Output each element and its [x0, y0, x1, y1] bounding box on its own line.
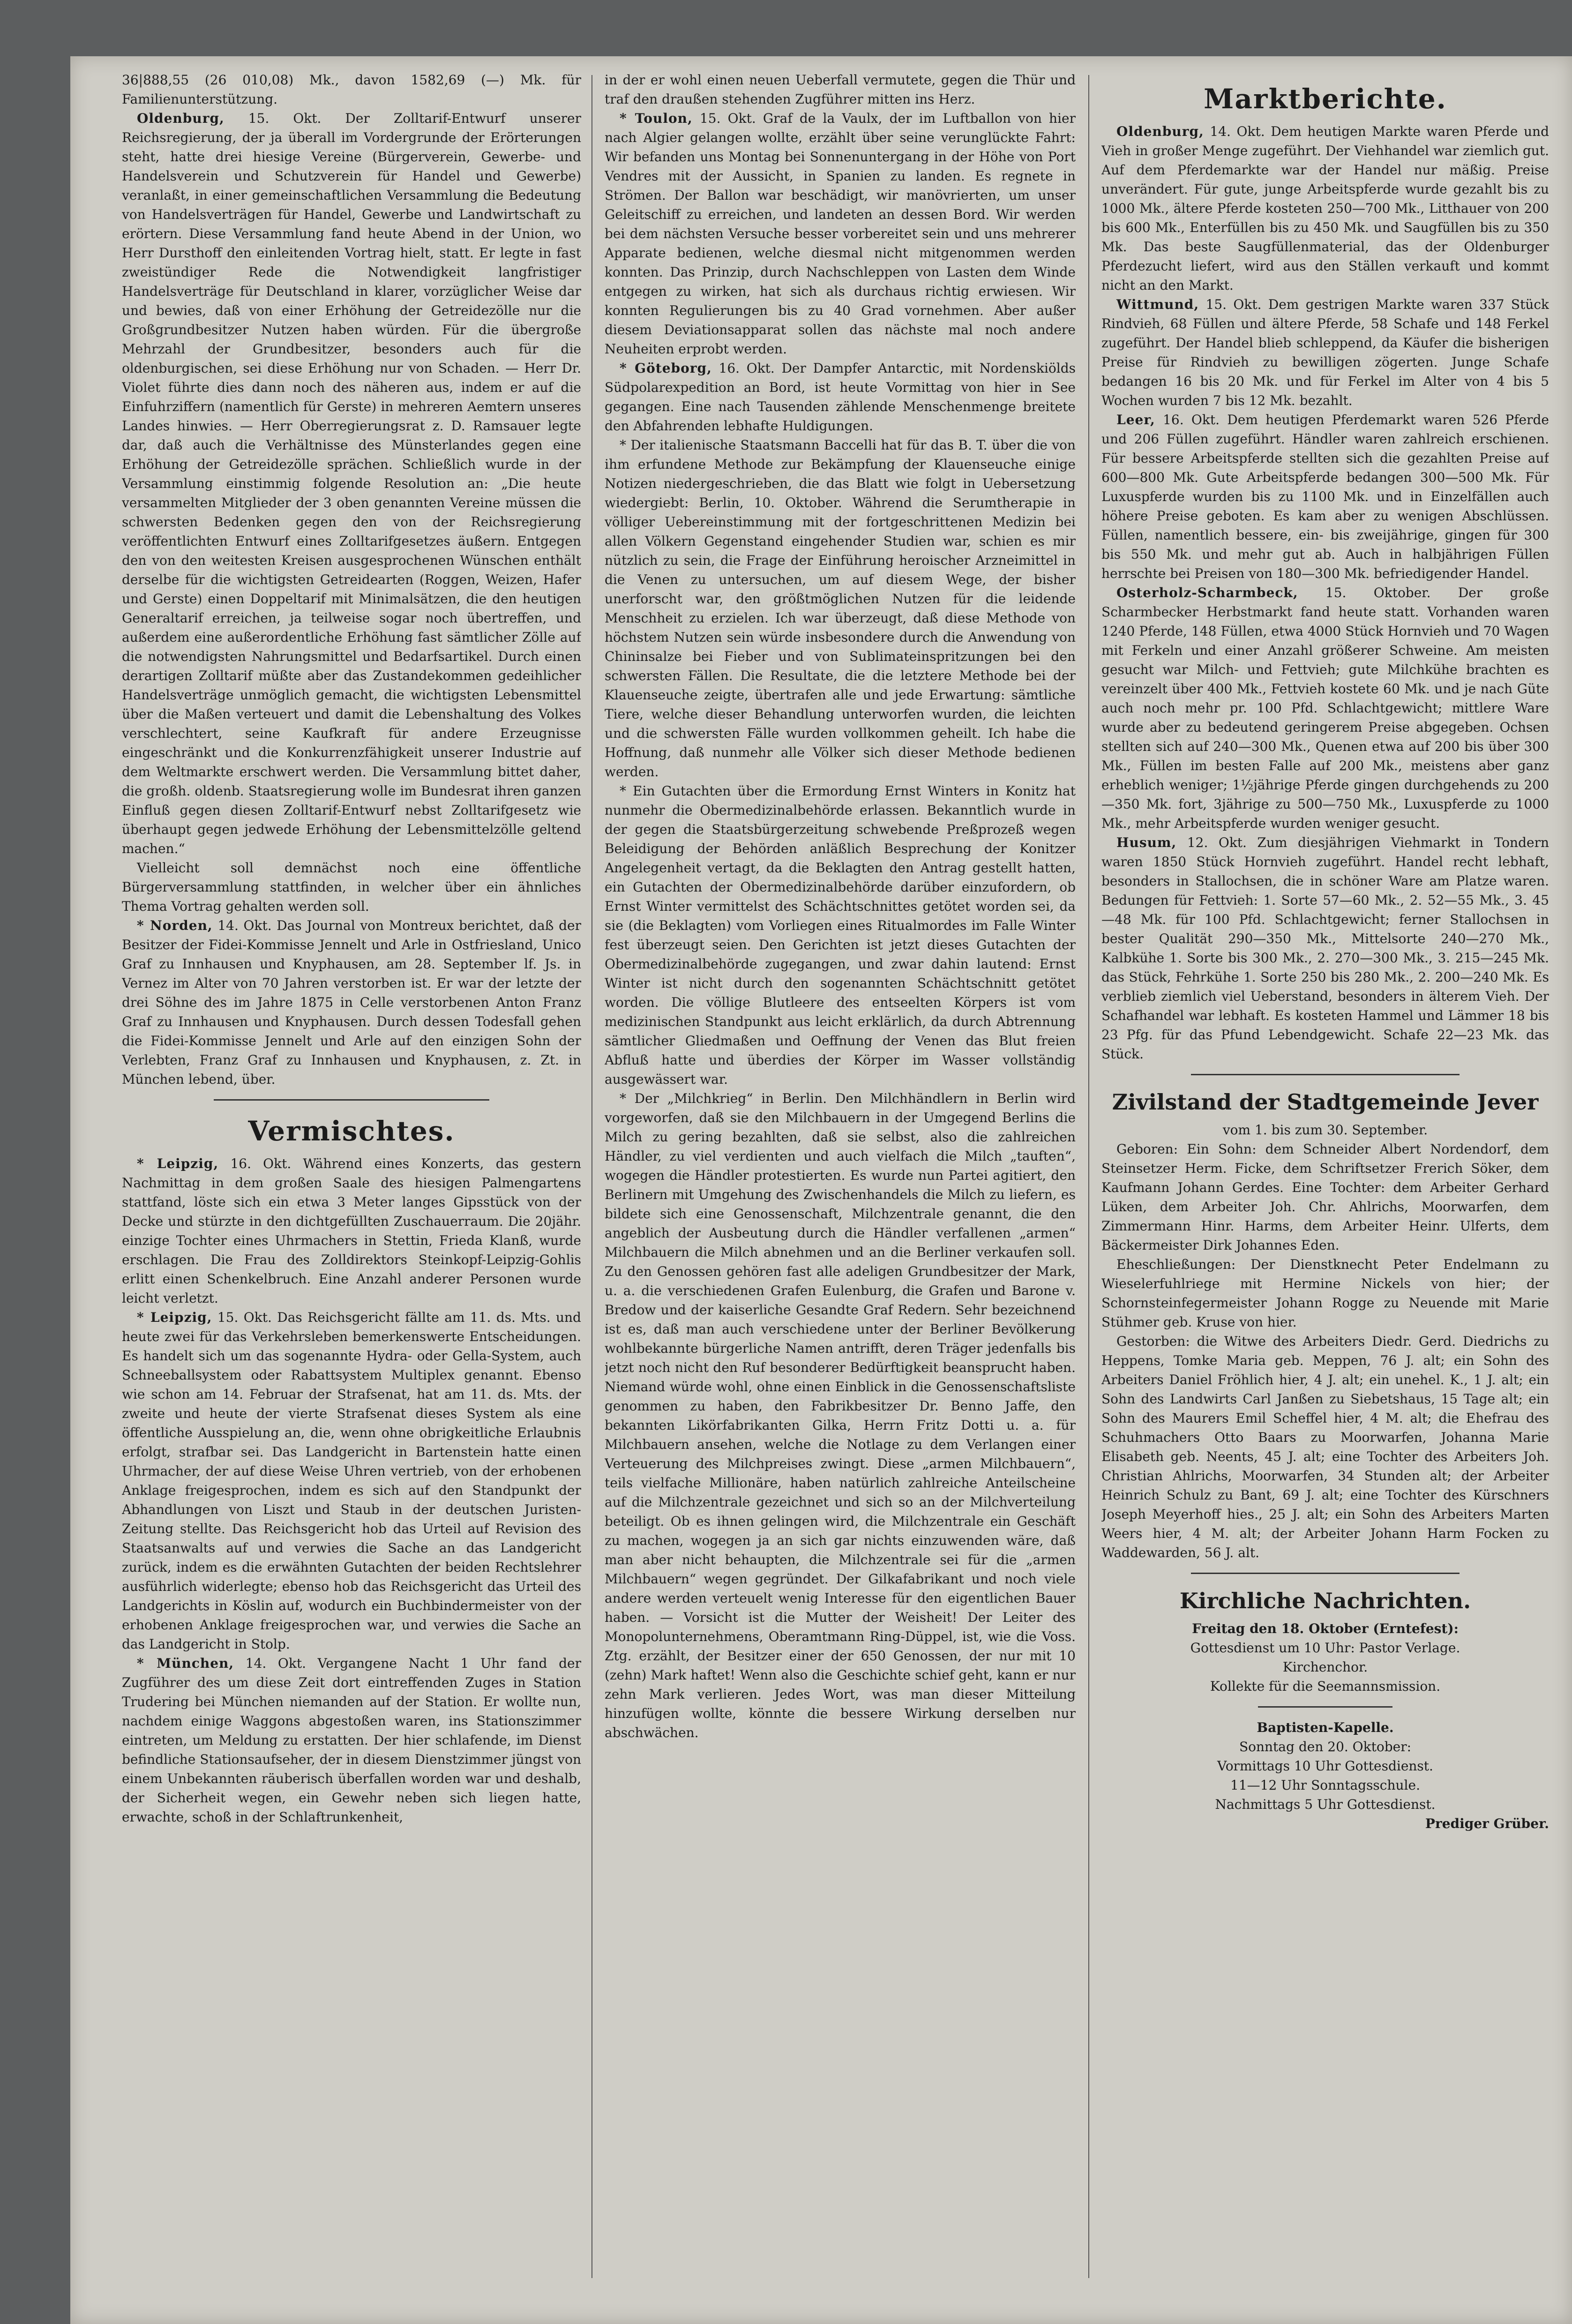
- dateline: * Leipzig,: [137, 1310, 212, 1325]
- article-body: 14. Okt. Vergangene Nacht 1 Uhr fand der Zugführer des um diese Zeit dort eintreffenden Zuges in Station Trudering bei München niemanden auf der Station. Er wollte nun, nachdem einige Waggons abgestoßen waren, ins Stationszimmer eintreten, um Meldung zu erstatten. Der hier schlafende, im Dienst befindliche Stationsaufseher, der in diesem Dienstzimmer jüngst von einem Unbekannten räuberisch überfallen worden war und deshalb, der Sicherheit wegen, ein Gewehr neben sich liegen hatte, erwachte, schoß in der Schlaftrunkenheit,: [122, 1656, 581, 1825]
- article-toulon: [605, 109, 1076, 359]
- article-body: 15. Okt. Dem gestrigen Markte waren 337 Stück Rindvieh, 68 Füllen und ältere Pferde, 58 Schafe und 148 Ferkel zugeführt. Der Handel blieb schleppend, da Käufer die bisherigen Preise für Rindvieh zu bewilligen zögerten. Junge Schafe bedangen 16 bis 20 Mk. und für Ferkel im Alter von 4 bis 5 Wochen wurden 7 bis 12 Mk. bezahlt.: [1101, 297, 1549, 408]
- middle-column: [605, 70, 1076, 2302]
- zivilstand-gestorben: Gestorben: die Witwe des Arbeiters Diedr. Gerd. Diedrichs zu Heppens, Tomke Maria geb. Meppen, 76 J. alt; ein Sohn des Arbeiters Daniel Fröhlich hier, 4 J. alt; ein unehel. K., 1 J. alt; ein Sohn des Landwirts Carl Janßen zu Siebetshaus, 15 Tage alt; ein Sohn des Maurers Emil Scheffel hier, 4 M. alt; die Ehefrau des Schuhmachers Otto Baars zu Moorwarfen, Johanna Marie Elisabeth geb. Neents, 45 J. alt; eine Tochter des Arbeiters Joh. Christian Ahlrichs, Moorwarfen, 34 Stunden alt; der Arbeiter Heinrich Schulz zu Bant, 69 J. alt; eine Tochter des Kürschners Joseph Meyerhoff hies., 25 J. alt; ein Sohn des Arbeiters Marten Weers hier, 4 M. alt; der Arbeiter Johann Harm Focken zu Waddewarden, 56 J. alt.: [1101, 1334, 1549, 1560]
- article-body: 15. Okt. Graf de la Vaulx, der im Luftballon von hier nach Algier gelangen wollte, erzählt über seine verunglückte Fahrt: Wir befanden uns Montag bei Sonnenuntergang in der Höhe von Port Vendres mit der Aussicht, in Spanien zu landen. Es regnete in Strömen. Der Ballon war beschädigt, wir manövrierten, um unser Geleitschiff zu erreichen, und landeten an dessen Bord. Wir werden bei dem nächsten Versuche besser vorbereitet sein und uns mehrerer Apparate bedienen, welche diesmal nicht mitgenommen werden konnten. Das Prinzip, durch Nachschleppen von Lasten dem Winde entgegen zu wirken, hat sich als durchaus richtig erwiesen. Wir konnten Regulierungen bis zu 40 Grad vornehmen. Aber außer diesem Deviationsapparat sollen das nächste mal noch andere Neuheiten erprobt werden.: [605, 111, 1076, 357]
- kirche-line: Kollekte für die Seemannsmission.: [1210, 1679, 1441, 1694]
- dateline: Wittmund,: [1116, 297, 1199, 312]
- article-norden: [122, 916, 581, 1089]
- intro-line: 36|888,55 (26 010,08) Mk., davon 1582,69 (—) Mk. für Familienunterstützung.: [122, 72, 581, 107]
- article-milchkrieg: * Der „Milchkrieg“ in Berlin. Den Milchhändlern in Berlin wird vorgeworfen, daß sie den Milchbauern in der Umgegend Berlins die Milch zu gering bezahlten, daß sie selbst, also die zahlreichen Händler, zu viel verdienten und auch vielfach die Milch „tauften“, wogegen die Händler protestierten. Es wurde nun Partei agitiert, den Berlinern mit Umgehung des Zwischenhandels die Milch zu liefern, es bildete sich eine Genossenschaft, Milchzentrale genannt, die den angeblich der Ausbeutung durch die Händler verfallenen „armen“ Milchbauern die Milch abnehmen und an die Berliner verkaufen soll. Zu den Genossen gehören fast alle adeligen Grundbesitzer der Mark, u. a. die verschiedenen Grafen Eulenburg, die Grafen und Barone v. Bredow und der kaiserliche Gesandte Graf Redern. Sehr bezeichnend ist es, daß man auch verschiedene unter der Berliner Bevölkerung wohlbekannte bürgerliche Namen antrifft, deren Träger jedenfalls bis jetzt noch nicht den Ruf besonderer Bedürftigkeit beansprucht haben. Niemand würde wohl, ohne einen Einblick in die Genossenschaftsliste genommen zu haben, den Fabrikbesitzer Dr. Benno Jaffe, den bekannten Likörfabrikanten Gilka, Herrn Fritz Dotti u. a. für Milchbauern ansehen, welche die Notlage zu dem Verlangen einer Verteuerung des Milchpreises zwingt. Diese „armen Milchbauern“, teils vielfache Millionäre, haben natürlich zahlreiche Anteilscheine auf die Milchzentrale gezeichnet und sich so an der Milchverteilung beteiligt. Ob es ihnen gelingen wird, die Milchzentrale ein Geschäft zu machen, wogegen ja an sich gar nichts einzuwenden wäre, daß man aber nicht behaupten, die Milchzentrale sei für die „armen Milchbauern“ wegen gegründet. Der Gilkafabrikant und noch viele andere werden verteuelt wenig Interesse für den eigentlichen Bauer haben. — Vorsicht ist die Mutter der Weisheit! Der Leiter des Monopolunternehmens, Oberamtmann Ring-Düppel, ist, wie die Voss. Ztg. erzählt, der Besitzer einer der 650 Genossen, der nur mit 10 (zehn) Mark haftet! Wenn also die Geschichte schief geht, kann er nur zehn Mark verlieren. Jedes Wort, was man dieser Mitteilung hinzufügen wollte, könnte die bessere Wirkung derselben nur abschwächen.: [605, 1091, 1076, 1740]
- market-osterholz: [1101, 583, 1549, 833]
- article-muenchen: [122, 1654, 581, 1827]
- baptist-line: Nachmittags 5 Uhr Gottesdienst.: [1215, 1797, 1436, 1812]
- kirche-line: Kirchenchor.: [1282, 1659, 1368, 1675]
- column-rule: [591, 75, 592, 2278]
- section-title-kirche: Kirchliche Nachrichten.: [1179, 1588, 1471, 1613]
- section-title-vermischtes: Vermischtes.: [248, 1115, 455, 1147]
- right-column: [1101, 70, 1549, 2302]
- baptist-line: 11—12 Uhr Sonntagsschule.: [1230, 1777, 1420, 1793]
- article-body: 15. Oktober. Der große Scharmbecker Herbstmarkt fand heute statt. Vorhanden waren 1240 Pferde, 148 Füllen, etwa 4000 Stück Hornvieh und 70 Wagen mit Ferkeln und einer Anzahl größerer Schweine. Am meisten gesucht war Milch- und Fettvieh; gute Milchkühe brachten es vereinzelt über 400 Mk., Fettvieh kostete 60 Mk. und je nach Güte auch noch mehr pr. 100 Pfd. Schlachtgewicht; mittlere Ware wurde aber zu bedeutend geringerem Preise abgegeben. Ochsen stellten sich auf 240—300 Mk., Quenen etwa auf 200 bis über 300 Mk., Füllen im besten Falle auf 200 Mk., meistens aber ganz erheblich weniger; 1½jährige Pferde gingen durchgehends zu 200—350 Mk. fort, 3jährige zu 500—750 Mk., Luxuspferde zu 1000 Mk., mehr Arbeitspferde wurden weniger gesucht.: [1101, 585, 1549, 831]
- article-body: 14. Okt. Dem heutigen Markte waren Pferde und Vieh in großer Menge zugeführt. Der Viehhandel war ziemlich gut. Auf dem Pferdemarkte war der Handel nur mäßig. Preise unverändert. Für gute, junge Arbeitspferde wurde gezahlt bis zu 1000 Mk., ältere Pferde kosteten 250—700 Mk., Litthauer von 200 bis 600 Mk., Enterfüllen bis zu 450 Mk. und Saugfüllen bis zu 350 Mk. Das beste Saugfüllenmaterial, das der Oldenburger Pferdezucht liefert, wird aus den Ställen verkauft und kommt nicht an den Markt.: [1101, 124, 1549, 293]
- article-leipzig-1: [122, 1154, 581, 1308]
- kirche-date: Freitag den 18. Oktober (Erntefest):: [1192, 1621, 1459, 1636]
- article-body: 15. Okt. Das Reichsgericht fällte am 11. ds. Mts. und heute zwei für das Verkehrsleben bemerkenswerte Entscheidungen. Es handelt sich um das sogenannte Hydra- oder Gella-System, auch Schneeballsystem oder Rabattsystem Multiplex genannt. Ebenso wie schon am 14. Februar der Strafsenat, hat am 11. ds. Mts. der zweite und heute der vierte Strafsenat dieses System als eine öffentliche Ausspielung an, die, wenn ohne obrigkeitliche Erlaubnis erfolgt, strafbar sei. Das Landgericht in Bartenstein hatte einen Uhrmacher, der auf diese Weise Uhren vertrieb, von der erhobenen Anklage freigesprochen, indem es sich auf den Standpunkt der Abhandlungen von Liszt und Staub in der deutschen Juristen-Zeitung stellte. Das Reichsgericht hob das Urteil auf Revision des Staatsanwalts auf und verwies die Sache an das Landgericht zurück, indem es die erwähnten Gutachten der beiden Rechtslehrer ausführlich widerlegte; ebenso hob das Reichsgericht das Urteil des Landgerichts in Köslin auf, wodurch ein Buchbindermeister von der erhobenen Anklage freigesprochen war, und verwies die Sache an das Landgericht in Stolp.: [122, 1310, 581, 1652]
- newspaper-page: [70, 56, 1572, 2324]
- zivilstand-geboren: Geboren: Ein Sohn: dem Schneider Albert Nordendorf, dem Steinsetzer Herm. Ficke, dem Schriftsetzer Frerich Söker, dem Kaufmann Johann Gerdes. Eine Tochter: dem Arbeiter Gerhard Lüken, dem Arbeiter Joh. Chr. Ahlrichs, Moorwarfen, dem Zimmermann Hinr. Harms, dem Arbeiter Heinr. Ulferts, dem Bäckermeister Dirk Johannes Eden.: [1101, 1141, 1549, 1253]
- market-wittmund: [1101, 295, 1549, 410]
- baptist-title: Baptisten-Kapelle.: [1257, 1720, 1394, 1735]
- dateline: Husum,: [1116, 835, 1177, 850]
- section-title-marktberichte: Marktberichte.: [1204, 83, 1447, 115]
- zivilstand-eheschliessungen: Eheschließungen: Der Dienstknecht Peter Endelmann zu Wieselerfuhlriege mit Hermine Nickels von hier; der Schornsteinfegermeister Johann Rogge zu Neuende mit Marie Stühmer geb. Kruse von hier.: [1101, 1257, 1549, 1330]
- article-oldenburg: [122, 109, 581, 858]
- dateline: * Göteborg,: [620, 360, 712, 376]
- dateline: Oldenburg,: [137, 111, 225, 126]
- section-title-zivilstand: Zivilstand der Stadtgemeinde Jever: [1112, 1089, 1539, 1115]
- article-body: 16. Okt. Der Dampfer Antarctic, mit Nordenskiölds Südpolarexpedition an Bord, ist heute Vormittag von hier in See gegangen. Eine nach Tausenden zählende Menschenmenge breitete den Abfahrenden lebhafte Huldigungen.: [605, 360, 1076, 434]
- article-body: 12. Okt. Zum diesjährigen Viehmarkt in Tondern waren 1850 Stück Hornvieh zugeführt. Handel recht lebhaft, besonders in Stallochsen, die in schöner Ware am Platze waren. Bedungen für Fettvieh: 1. Sorte 57—60 Mk., 2. 52—55 Mk., 3. 45—48 Mk. für 100 Pfd. Schlachtgewicht; ferner Stallochsen in bester Qualität 290—350 Mk., Mittelsorte 240—270 Mk., Kalbkühe 1. Sorte bis 300 Mk., 2. 270—300 Mk., 3. 215—245 Mk. das Stück, Fehrkühe 1. Sorte 250 bis 280 Mk., 2. 200—240 Mk. Es verblieb ziemlich viel Ueberstand, besonders in älterem Vieh. Der Schafhandel war lebhaft. Es kosteten Hammel und Lämmer 18 bis 23 Pfg. für das Pfund Lebendgewicht. Schafe 22—23 Mk. das Stück.: [1101, 835, 1549, 1062]
- market-leer: [1101, 410, 1549, 583]
- dateline: * Toulon,: [620, 111, 693, 126]
- article-winter: * Ein Gutachten über die Ermordung Ernst Winters in Konitz hat nunmehr die Obermedizinalbehörde erlassen. Bekanntlich wurde in der gegen die Staatsbürgerzeitung schwebende Preßprozeß wegen Beleidigung der Behörden anläßlich Besprechung der Konitzer Angelegenheit vertagt, da die Beklagten den Antrag gestellt hatten, ein Gutachten der Obermedizinalbehörde darüber einzufordern, ob Ernst Winter vermittelst des Schächtschnittes getötet worden sei, da sie (die Beklagten) vom Vorliegen eines Ritualmordes im Falle Winter fest überzeugt seien. Den Gerichten ist jetzt dieses Gutachten der Obermedizinalbehörde zugegangen, und zwar dahin lautend: Ernst Winter ist nicht durch den sogenannten Schächtschnitt getötet worden. Die völlige Blutleere des entseelten Körpers ist vom medizinischen Standpunkt aus leicht erklärlich, da durch Abtrennung sämtlicher Gliedmaßen und Oeffnung der Venen das Blut freien Abfluß hatte und überdies der Körper im Wasser vollständig ausgewässert war.: [605, 783, 1076, 1087]
- dateline: Osterholz-Scharmbeck,: [1116, 585, 1298, 600]
- section-divider: [214, 1099, 489, 1101]
- baptist-line: Sonntag den 20. Oktober:: [1239, 1739, 1412, 1754]
- article-leipzig-2: [122, 1308, 581, 1654]
- article-continuation: in der er wohl einen neuen Ueberfall vermutete, gegen die Thür und traf den draußen stehenden Zugführer mitten ins Herz.: [605, 72, 1076, 107]
- article-body: 16. Okt. Während eines Konzerts, das gestern Nachmittag in dem großen Saale des hiesigen Palmengartens stattfand, löste sich ein etwa 3 Meter langes Gipsstück von der Decke und stürzte in den dichtgefüllten Zuschauerraum. Die 20jähr. einzige Tochter eines Uhrmachers in Stettin, Frieda Klanß, wurde erschlagen. Die Frau des Zolldirektors Steinkopf-Leipzig-Gohlis erlitt einen Schenkelbruch. Eine Anzahl anderer Personen wurde leicht verletzt.: [122, 1156, 581, 1306]
- article-goeteborg: [605, 359, 1076, 435]
- dateline: * München,: [137, 1656, 234, 1671]
- dateline: Oldenburg,: [1116, 124, 1204, 139]
- dateline: * Leipzig,: [137, 1156, 219, 1171]
- section-divider: [1258, 1706, 1392, 1708]
- baptist-line: Vormittags 10 Uhr Gottesdienst.: [1217, 1758, 1433, 1774]
- dateline: Leer,: [1116, 412, 1155, 427]
- market-husum: [1101, 833, 1549, 1064]
- dateline: * Norden,: [137, 918, 213, 933]
- market-oldenburg: [1101, 122, 1549, 295]
- article-oldenburg-tail: Vielleicht soll demnächst noch eine öffentliche Bürgerversammlung stattfinden, in welcher über ein ähnliches Thema Vortrag gehalten werden soll.: [122, 860, 581, 914]
- article-body: 14. Okt. Das Journal von Montreux berichtet, daß der Besitzer der Fidei-Kommisse Jennelt und Arle in Ostfriesland, Unico Graf zu Innhausen und Knyphausen, am 28. September lf. Js. in Vernez im Alter von 70 Jahren verstorben ist. Er war der letzte der drei Söhne des im Jahre 1875 in Celle verstorbenen Anton Franz Graf zu Innhausen und Knyphausen. Durch dessen Todesfall gehen die Fidei-Kommisse Jennelt und Arle auf den einzigen Sohn der Verlebten, Franz Graf zu Innhausen und Knyphausen, z. Zt. in München lebend, über.: [122, 918, 581, 1087]
- column-rule: [1088, 75, 1089, 2278]
- section-divider: [1191, 1573, 1460, 1574]
- kirche-line: Gottesdienst um 10 Uhr: Pastor Verlage.: [1190, 1640, 1460, 1656]
- article-body: 16. Okt. Dem heutigen Pferdemarkt waren 526 Pferde und 206 Füllen zugeführt. Händler waren zahlreich erschienen. Für bessere Arbeitspferde stellten sich die gezahlten Preise auf 600—800 Mk. Gute Arbeitspferde bedangen 300—500 Mk. Für Luxuspferde wurden bis zu 1100 Mk. und in Einzelfällen auch höhere Preise geboten. Es kam aber zu wenigen Abschlüssen. Füllen, namentlich bessere, ein- bis zweijährige, gingen für 300 bis 550 Mk. und mehr gut ab. Auch in halbjährigen Füllen herrschte bei Preisen von 180—300 Mk. befriedigender Handel.: [1101, 412, 1549, 581]
- left-column: [122, 70, 581, 2302]
- section-divider: [1191, 1074, 1460, 1075]
- article-baccelli: * Der italienische Staatsmann Baccelli hat für das B. T. über die von ihm erfundene Methode zur Bekämpfung der Klauenseuche einige Notizen niedergeschrieben, die das Blatt wie folgt in Uebersetzung wiedergiebt: Berlin, 10. Oktober. Während die Serumtherapie in völliger Uebereinstimmung mit der fortgeschrittenen Medizin bei allen Völkern Gegenstand eingehender Studien war, schien es mir nützlich zu sein, die Frage der Einführung heroischer Arzneimittel in die Venen zu untersuchen, um auf diesem Wege, der bisher unerforscht war, den größtmöglichen Nutzen für die leidende Menschheit zu erzielen. Ich war überzeugt, daß diese Methode von höchstem Nutzen sein würde insbesondere durch die Anwendung von Chininsalze bei Fieber und von Sublimateinspritzungen bei den schwersten Fällen. Die Resultate, die die letztere Methode bei der Klauenseuche zeigte, übertrafen alle und jede Erwartung: sämtliche Tiere, welche dieser Behandlung unterworfen wurden, die leichten und die schwersten Fälle wurden vollkommen geheilt. Ich habe die Hoffnung, daß nunmehr alle Völker sich dieser Methode bedienen werden.: [605, 437, 1076, 780]
- baptist-signature: Prediger Grüber.: [1425, 1816, 1549, 1831]
- article-body: 15. Okt. Der Zolltarif-Entwurf unserer Reichsregierung, der ja überall im Vordergrunde der Erörterungen steht, hatte drei hiesige Vereine (Bürgerverein, Gewerbe- und Handelsverein und Schutzverein für Handel und Gewerbe) veranlaßt, in einer gemeinschaftlichen Versammlung die Bedeutung von Handelsverträgen für Handel, Gewerbe und Landwirtschaft zu erörtern. Diese Versammlung fand heute Abend in der Union, wo Herr Dursthoff den einleitenden Vortrag hielt, statt. Er legte in fast zweistündiger Rede die Notwendigkeit langfristiger Handelsverträge für Deutschland in klarer, vorzüglicher Weise dar und bewies, daß von einer Erhöhung der Getreidezölle nur die Großgrundbesitzer Nutzen haben würden. Für die übergroße Mehrzahl der Grundbesitzer, besonders auch für die oldenburgischen, sei diese Erhöhung nur von Schaden. — Herr Dr. Violet führte dies dann noch des näheren aus, indem er auf die Einfuhrziffern (namentlich für Gerste) in mehreren Aemtern unseres Landes hinwies. — Herr Oberregierungsrat z. D. Ramsauer legte dar, daß auch die Verhältnisse des Münsterlandes gegen eine Erhöhung der Getreidezölle sprächen. Schließlich wurde in der Versammlung einstimmig folgende Resolution an: „Die heute versammelten Mitglieder der 3 oben genannten Vereine müssen die schwersten Bedenken gegen den von der Reichsregierung veröffentlichten Entwurf eines Zolltarifgesetzes äußern. Entgegen den von den weitesten Kreisen ausgesprochenen Wünschen enthält derselbe für die wichtigsten Getreidearten (Roggen, Weizen, Hafer und Gerste) einen Doppeltarif mit Minimalsätzen, die den heutigen Generaltarif erreichen, ja teilweise sogar noch übertreffen, und außerdem eine außerordentliche Erhöhung fast sämtlicher Zölle auf die notwendigsten Nahrungsmittel und Bedarfsartikel. Durch einen derartigen Zolltarif müßte aber das Zustandekommen gedeihlicher Handelsverträge unmöglich gemacht, die wichtigsten Lebensmittel über die Maßen verteuert und damit die Lebenshaltung des Volkes verschlechtert, seine Kaufkraft für andere Erzeugnisse eingeschränkt und die Konkurrenzfähigkeit unserer Industrie auf dem Weltmarkte erschwert werden. Die Versammlung bittet daher, die großh. oldenb. Staatsregierung wolle im Bundesrat ihren ganzen Einfluß gegen diesen Zolltarif-Entwurf nebst Zolltarifgesetz wie überhaupt gegen jedwede Erhöhung der Lebensmittelzölle geltend machen.“: [122, 111, 581, 856]
- zivilstand-period: vom 1. bis zum 30. September.: [1222, 1122, 1428, 1138]
